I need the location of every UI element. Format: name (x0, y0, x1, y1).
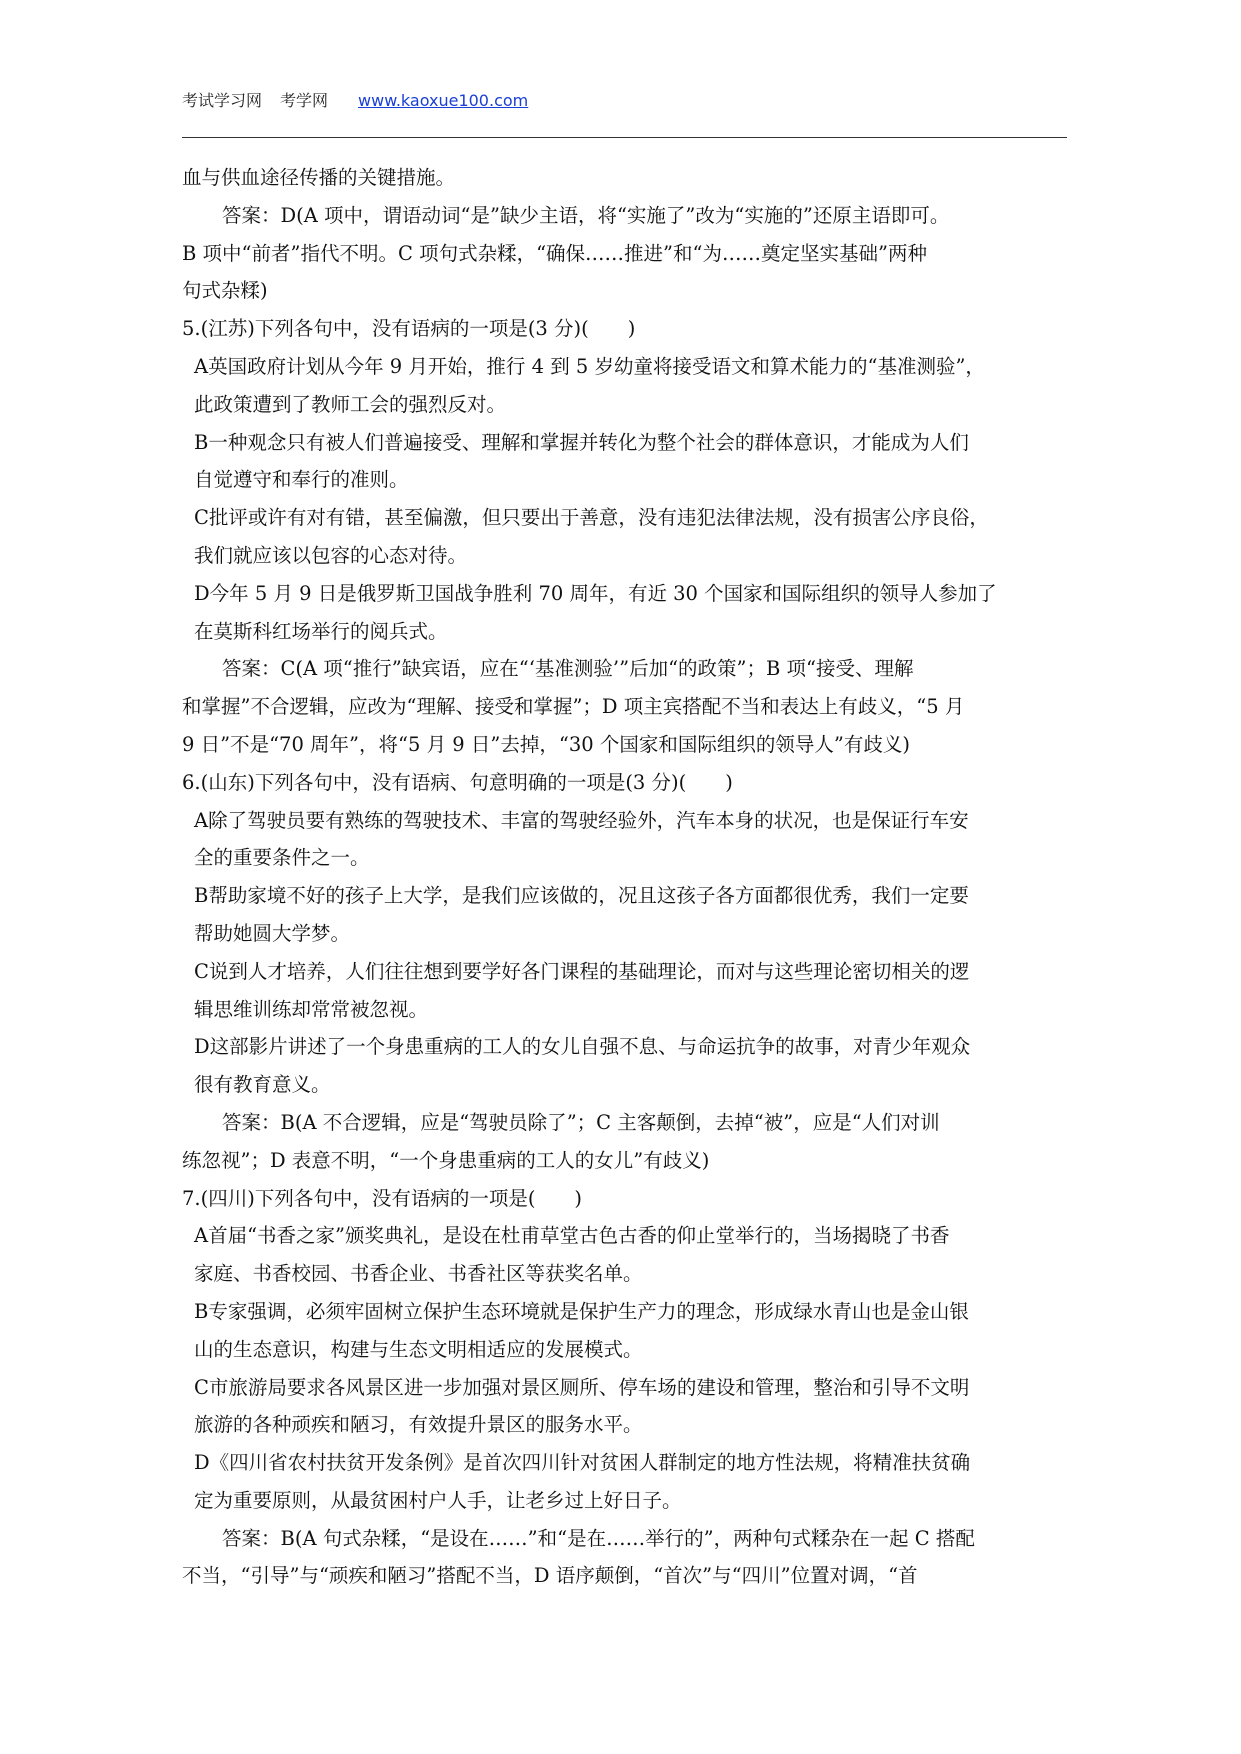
text-line: 句式杂糅) (182, 279, 268, 303)
option-line: 很有教育意义。 (194, 1073, 331, 1097)
answer-line: 答案：D(A 项中，谓语动词“是”缺少主语，将“实施了”改为“实施的”还原主语即可。 (222, 203, 950, 227)
option-line: 山的生态意识，构建与生态文明相适应的发展模式。 (194, 1337, 643, 1361)
option-line: 旅游的各种顽疾和陋习，有效提升景区的服务水平。 (194, 1413, 643, 1437)
option-line: B专家强调，必须牢固树立保护生态环境就是保护生产力的理念，形成绿水青山也是金山银 (194, 1299, 969, 1323)
option-line: 全的重要条件之一。 (194, 846, 370, 870)
option-line: C批评或许有对有错，甚至偏激，但只要出于善意，没有违犯法律法规，没有损害公序良俗， (194, 506, 989, 530)
header-url-link[interactable]: www.kaoxue100.com (358, 91, 529, 110)
option-line: A除了驾驶员要有熟练的驾驶技术、丰富的驾驶经验外，汽车本身的状况，也是保证行车安 (194, 808, 969, 832)
text-line: 7.(四川)下列各句中，没有语病的一项是( ) (182, 1186, 583, 1210)
text-line: 练忽视”；D 表意不明，“一个身患重病的工人的女儿”有歧义) (182, 1148, 710, 1172)
answer-line: 答案：C(A 项“推行”缺宾语，应在“‘基准测验’”后加“的政策”；B 项“接受、理解 (222, 657, 914, 681)
header-rule (182, 137, 1067, 138)
text-line: 6.(山东)下列各句中，没有语病、句意明确的一项是(3 分)( ) (182, 770, 733, 794)
text-line: 5.(江苏)下列各句中，没有语病的一项是(3 分)( ) (182, 317, 636, 341)
option-line: B帮助家境不好的孩子上大学，是我们应该做的，况且这孩子各方面都很优秀，我们一定要 (194, 884, 969, 908)
option-line: 家庭、书香校园、书香企业、书香社区等获奖名单。 (194, 1262, 643, 1286)
option-line: C市旅游局要求各风景区进一步加强对景区厕所、停车场的建设和管理，整治和引导不文明 (194, 1375, 970, 1399)
option-line: 自觉遵守和奉行的准则。 (194, 468, 409, 492)
option-line: C说到人才培养，人们往往想到要学好各门课程的基础理论，而对与这些理论密切相关的逻 (194, 959, 970, 983)
option-line: A英国政府计划从今年 9 月开始，推行 4 到 5 岁幼童将接受语文和算术能力的“基准测验”， (194, 354, 985, 378)
option-line: 帮助她圆大学梦。 (194, 921, 351, 945)
option-line: 在莫斯科红场举行的阅兵式。 (194, 619, 448, 643)
option-line: D今年 5 月 9 日是俄罗斯卫国战争胜利 70 周年，有近 30 个国家和国际组织的领导人参加了 (194, 581, 997, 605)
page-header (182, 88, 528, 111)
option-line: 辑思维训练却常常被忽视。 (194, 997, 429, 1021)
text-line: 和掌握”不合逻辑，应改为“理解、接受和掌握”；D 项主宾搭配不当和表达上有歧义，“5 月 (182, 695, 965, 719)
option-line: A首届“书香之家”颁奖典礼，是设在杜甫草堂古色古香的仰止堂举行的，当场揭晓了书香 (194, 1224, 950, 1248)
answer-line: 答案：B(A 句式杂糅，“是设在……”和“是在……举行的”，两种句式糅杂在一起 C 搭配 (222, 1526, 975, 1550)
answer-line: 答案：B(A 不合逻辑，应是“驾驶员除了”；C 主客颠倒，去掉“被”，应是“人们对训 (222, 1110, 940, 1134)
text-line: 不当，“引导”与“顽疾和陋习”搭配不当，D 语序颠倒，“首次”与“四川”位置对调，“首 (182, 1564, 918, 1588)
option-line: D这部影片讲述了一个身患重病的工人的女儿自强不息、与命运抗争的故事，对青少年观众 (194, 1035, 971, 1059)
text-line: B 项中“前者”指代不明。C 项句式杂糅，“确保……推进”和“为……奠定坚实基础”两种 (182, 241, 927, 265)
option-line: D《四川省农村扶贫开发条例》是首次四川针对贫困人群制定的地方性法规，将精准扶贫确 (194, 1451, 971, 1475)
text-line: 9 日”不是“70 周年”，将“5 月 9 日”去掉，“30 个国家和国际组织的领导人”有歧义) (182, 732, 910, 756)
option-line: B一种观念只有被人们普遍接受、理解和掌握并转化为整个社会的群体意识，才能成为人们 (194, 430, 969, 454)
option-line: 此政策遭到了教师工会的强烈反对。 (194, 392, 507, 416)
option-line: 定为重要原则，从最贫困村户人手，让老乡过上好日子。 (194, 1488, 682, 1512)
header-site-short-name: 考学网 (280, 91, 329, 110)
header-site-name: 考试学习网 (182, 91, 263, 110)
text-line: 血与供血途径传播的关键措施。 (182, 166, 456, 189)
option-line: 我们就应该以包容的心态对待。 (194, 543, 468, 567)
document-body (182, 159, 1070, 1595)
